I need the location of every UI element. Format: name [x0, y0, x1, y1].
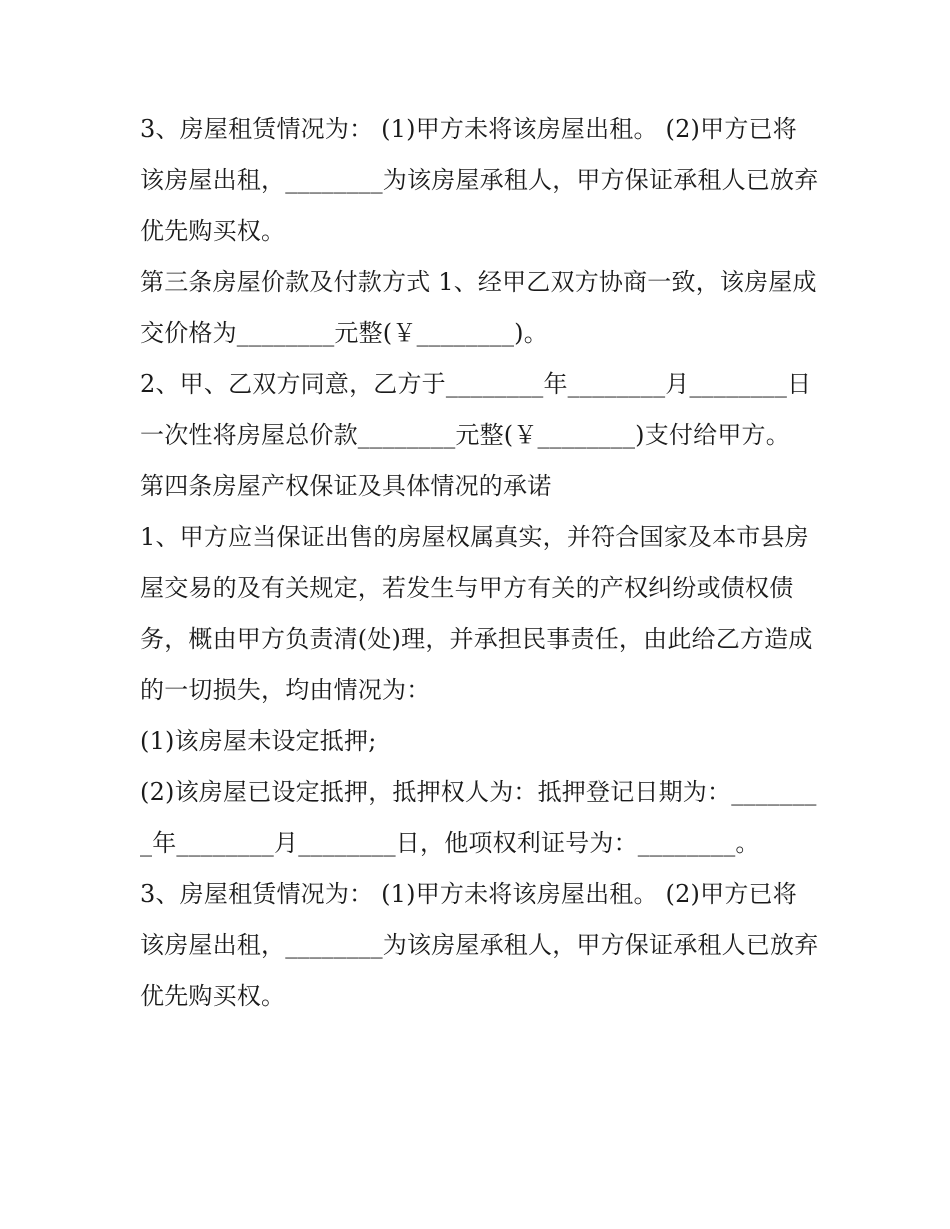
paragraph-mortgage-set: (2)该房屋已设定抵押，抵押权人为：抵押登记日期为：________年________月________日，他项权利证号为：________。 — [140, 778, 817, 857]
paragraph-no-mortgage: (1)该房屋未设定抵押; — [140, 727, 377, 755]
paragraph-article-3-price: 第三条房屋价款及付款方式 1、经甲乙双方协商一致，该房屋成交价格为________元整(￥________)。 — [140, 268, 817, 347]
document-body — [140, 104, 820, 1022]
paragraph-ownership-guarantee: 1、甲方应当保证出售的房屋权属真实，并符合国家及本市县房屋交易的及有关规定，若发生与甲方有关的产权纠纷或债权债务，概由甲方负责清(处)理，并承担民事责任，由此给乙方造成的一切损失，均由情况为： — [140, 523, 813, 704]
paragraph-article-4-heading: 第四条房屋产权保证及具体情况的承诺 — [140, 472, 552, 500]
paragraph-lease-status-repeat: 3、房屋租赁情况为： (1)甲方未将该房屋出租。 (2)甲方已将该房屋出租，________为该房屋承租人，甲方保证承租人已放弃优先购买权。 — [140, 880, 819, 1010]
paragraph-payment-date: 2、甲、乙双方同意，乙方于________年________月________日一次性将房屋总价款________元整(￥________)支付给甲方。 — [140, 370, 812, 449]
paragraph-lease-status: 3、房屋租赁情况为： (1)甲方未将该房屋出租。 (2)甲方已将该房屋出租，________为该房屋承租人，甲方保证承租人已放弃优先购买权。 — [140, 115, 819, 245]
